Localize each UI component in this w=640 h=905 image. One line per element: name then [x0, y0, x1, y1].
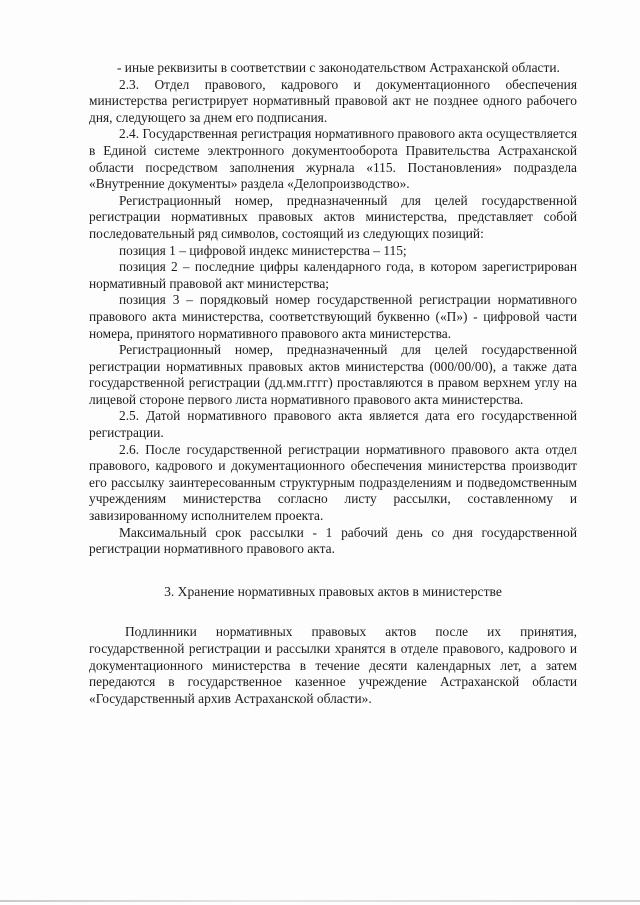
paragraph: Регистрационный номер, предназначенный для целей государственной регистрации нормативных правовых актов министерства (000/00/00), а также дата государственной регистрации (дд.мм.гггг) проставляются в правом верхнем углу на лицевой стороне первого листа нормативного правового акта министерства. [89, 342, 577, 407]
paragraph: Регистрационный номер, предназначенный для целей государственной регистрации нормативных правовых актов министерства, представляет собой последовательный ряд символов, состоящий из следующих позиций: [89, 192, 577, 241]
paragraph: Максимальный срок рассылки - 1 рабочий день со дня государственной регистрации нормативного правового акта. [89, 524, 577, 557]
paragraph: позиция 1 – цифровой индекс министерства – 115; [119, 242, 407, 258]
paragraph: 2.3. Отдел правового, кадрового и документационного обеспечения министерства регистрирует нормативный правовой акт не позднее одного рабочего дня, следующего за днем его подписания. [89, 76, 577, 125]
scan-edge [0, 900, 640, 902]
paragraph: Подлинники нормативных правовых актов после их принятия, государственной регистрации и рассылки хранятся в отделе правового, кадрового и документационного министерства в течение десяти календарных лет, а затем передаются в государственное казенное учреждение Астраханской области «Государственный архив Астраханской области». [89, 624, 577, 706]
paragraph: 2.6. После государственной регистрации нормативного правового акта отдел правового, кадрового и документационного обеспечения министерства производит его рассылку заинтересованным структурным подразделениям и подведомственным учреждениям министерства согласно листу рассылки, составленному и завизированному исполнителем проекта. [89, 441, 577, 524]
paragraph: позиция 3 – порядковый номер государственной регистрации нормативного правового акта министерства, соответствующий буквенно («П») - цифровой части номера, принятого нормативного правового акта министерства. [89, 292, 577, 341]
section-heading: 3. Хранение нормативных правовых актов в министерстве [164, 583, 502, 599]
paragraph: 2.5. Датой нормативного правового акта является дата его государственной регистрации. [89, 408, 577, 441]
document-body [89, 60, 577, 707]
paragraph: - иные реквизиты в соответствии с законодательством Астраханской области. [117, 60, 560, 75]
paragraph: 2.4. Государственная регистрация нормативного правового акта осуществляется в Единой системе электронного документооборота Правительства Астраханской области посредством заполнения журнала «115. Постановления» подраздела «Внутренние документы» раздела «Делопроизводство». [89, 126, 577, 192]
paragraph: позиция 2 – последние цифры календарного года, в котором зарегистрирован нормативный правовой акт министерства; [89, 259, 577, 291]
